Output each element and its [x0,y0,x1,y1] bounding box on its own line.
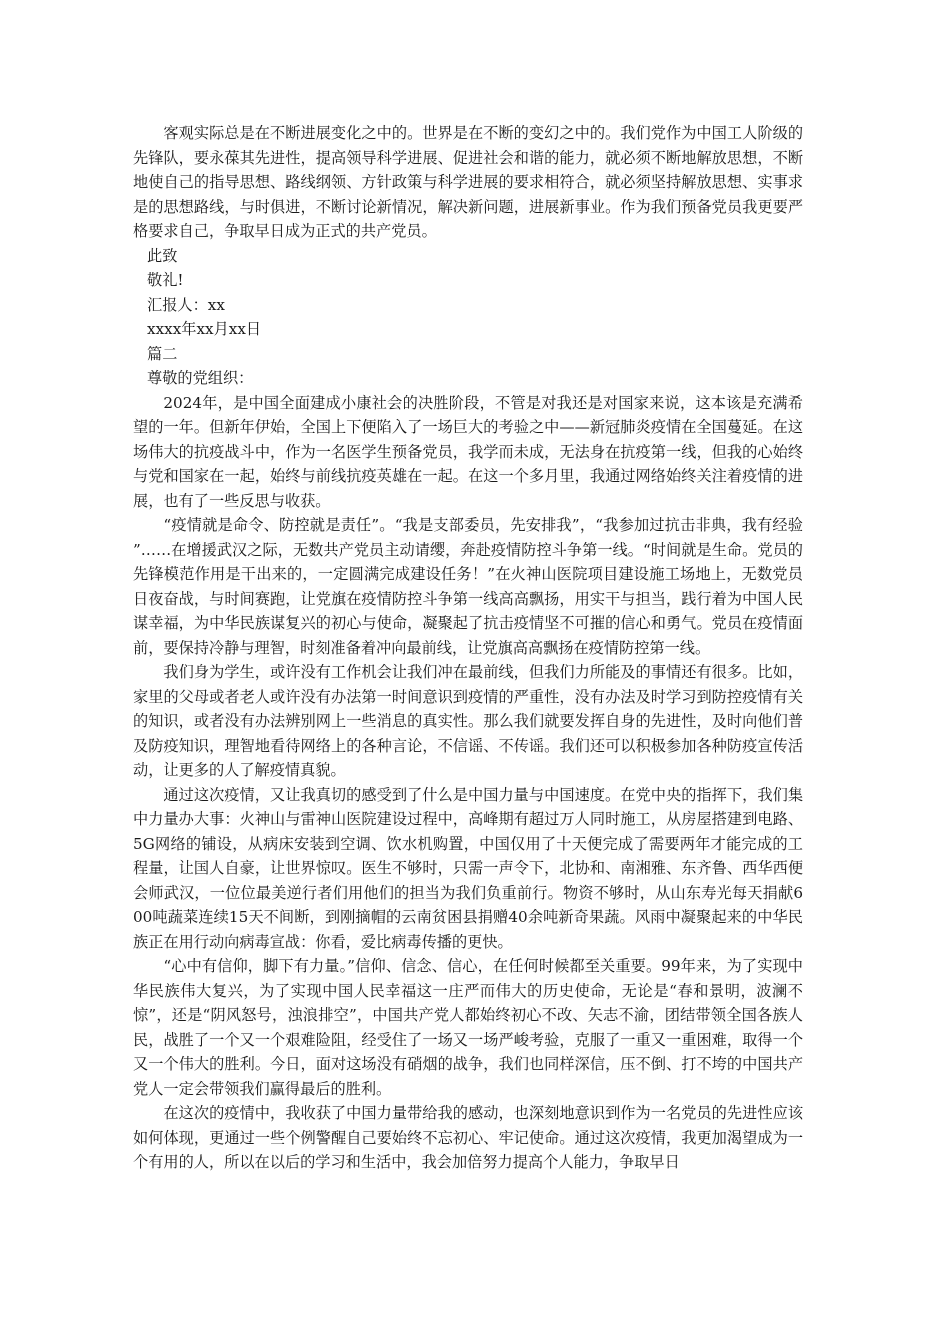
closing-salute-2: 敬礼! [147,271,184,289]
greeting-line: 尊敬的党组织： [147,369,254,387]
body-paragraph: 在这次的疫情中，我收获了中国力量带给我的感动，也深刻地意识到作为一名党员的先进性应该如何体现，更通过一些个例警醒自己要始终不忘初心、牢记使命。通过这次疫情，我更加渴望成为一个有用的人，所以在以后的学习和生活中，我会加倍努力提高个人能力，争取早日 [133,1104,803,1171]
body-paragraph: 2024年，是中国全面建成小康社会的决胜阶段，不管是对我还是对国家来说，这本该是充满希望的一年。但新年伊始，全国上下便陷入了一场巨大的考验之中——新冠肺炎疫情在全国蔓延。在这场伟大的抗疫战斗中，作为一名医学生预备党员，我学而未成，无法身在抗疫第一线，但我的心始终与党和国家在一起，始终与前线抗疫英雄在一起。在这一个多月里，我通过网络始终关注着疫情的进展，也有了一些反思与收获。 [133,393,803,510]
document-page [133,121,803,1175]
intro-paragraph: 客观实际总是在不断进展变化之中的。世界是在不断的变幻之中的。我们党作为中国工人阶级的先锋队，要永葆其先进性，提高领导科学进展、促进社会和谐的能力，就必须不断地解放思想，不断地使自己的指导思想、路线纲领、方针政策与科学进展的要求相符合，就必须坚持解放思想、实事求是的思想路线，与时俱进，不断讨论新情况，解决新问题，进展新事业。作为我们预备党员我更要严格要求自己，争取早日成为正式的共产党员。 [133,124,803,240]
date-line: xxxx年xx月xx日 [147,320,262,338]
closing-salute-1: 此致 [147,246,178,265]
body-paragraph: “疫情就是命令、防控就是责任”。“我是支部委员，先安排我”，“我参加过抗击非典，我有经验 ”……在增援武汉之际，无数共产党员主动请缨，奔赴疫情防控斗争第一线。“时间就是生命。党员的先锋模范作用是干出来的，一定圆满完成建设任务！”在火神山医院项目建设施工场地上，无数党员日夜奋战，与时间赛跑，让党旗在疫情防控斗争第一线高高飘扬，用实干与担当，践行着为中国人民谋幸福，为中华民族谋复兴的初心与使命，凝聚起了抗击疫情坚不可摧的信心和勇气。党员在疫情面前，要保持冷静与理智，时刻准备着冲向最前线，让党旗高高飘扬在疫情防控第一线。 [133,516,803,657]
body-paragraph: 通过这次疫情，又让我真切的感受到了什么是中国力量与中国速度。在党中央的指挥下，我们集中力量办大事：火神山与雷神山医院建设过程中，高峰期有超过万人同时施工，从房屋搭建到电路、5G网络的铺设，从病床安装到空调、饮水机购置，中国仅用了十天便完成了需要两年才能完成的工程量，让国人自豪，让世界惊叹。医生不够时，只需一声令下，北协和、南湘雅、东齐鲁、西华西便会师武汉，一位位最美逆行者们用他们的担当为我们负重前行。物资不够时，从山东寿光每天捐献600吨蔬菜连续15天不间断，到刚摘帽的云南贫困县捐赠40余吨新奇果蔬。风雨中凝聚起来的中华民族正在用行动向病毒宣战：你看，爱比病毒传播的更快。 [133,785,803,951]
body-paragraph: 我们身为学生，或许没有工作机会让我们冲在最前线，但我们力所能及的事情还有很多。比如，家里的父母或者老人或许没有办法第一时间意识到疫情的严重性，没有办法及时学习到防控疫情有关的知识，或者没有办法辨别网上一些消息的真实性。那么我们就要发挥自身的先进性，及时向他们普及防疫知识，理智地看待网络上的各种言论，不信谣、不传谣。我们还可以积极参加各种防疫宣传活动，让更多的人了解疫情真貌。 [133,663,803,779]
reporter-line: 汇报人：xx [147,295,225,314]
section-title: 篇二 [147,344,178,363]
body-paragraph: “心中有信仰，脚下有力量。”信仰、信念、信心，在任何时候都至关重要。99年来，为了实现中华民族伟大复兴，为了实现中国人民幸福这一庄严而伟大的历史使命，无论是“春和景明，波澜不惊”，还是“阴风怒号，浊浪排空”，中国共产党人都始终初心不改、矢志不渝，团结带领全国各族人民，战胜了一个又一个艰难险阻，经受住了一场又一场严峻考验，克服了一重又一重困难，取得一个又一个伟大的胜利。今日，面对这场没有硝烟的战争，我们也同样深信，压不倒、打不垮的中国共产党人一定会带领我们赢得最后的胜利。 [133,957,803,1098]
